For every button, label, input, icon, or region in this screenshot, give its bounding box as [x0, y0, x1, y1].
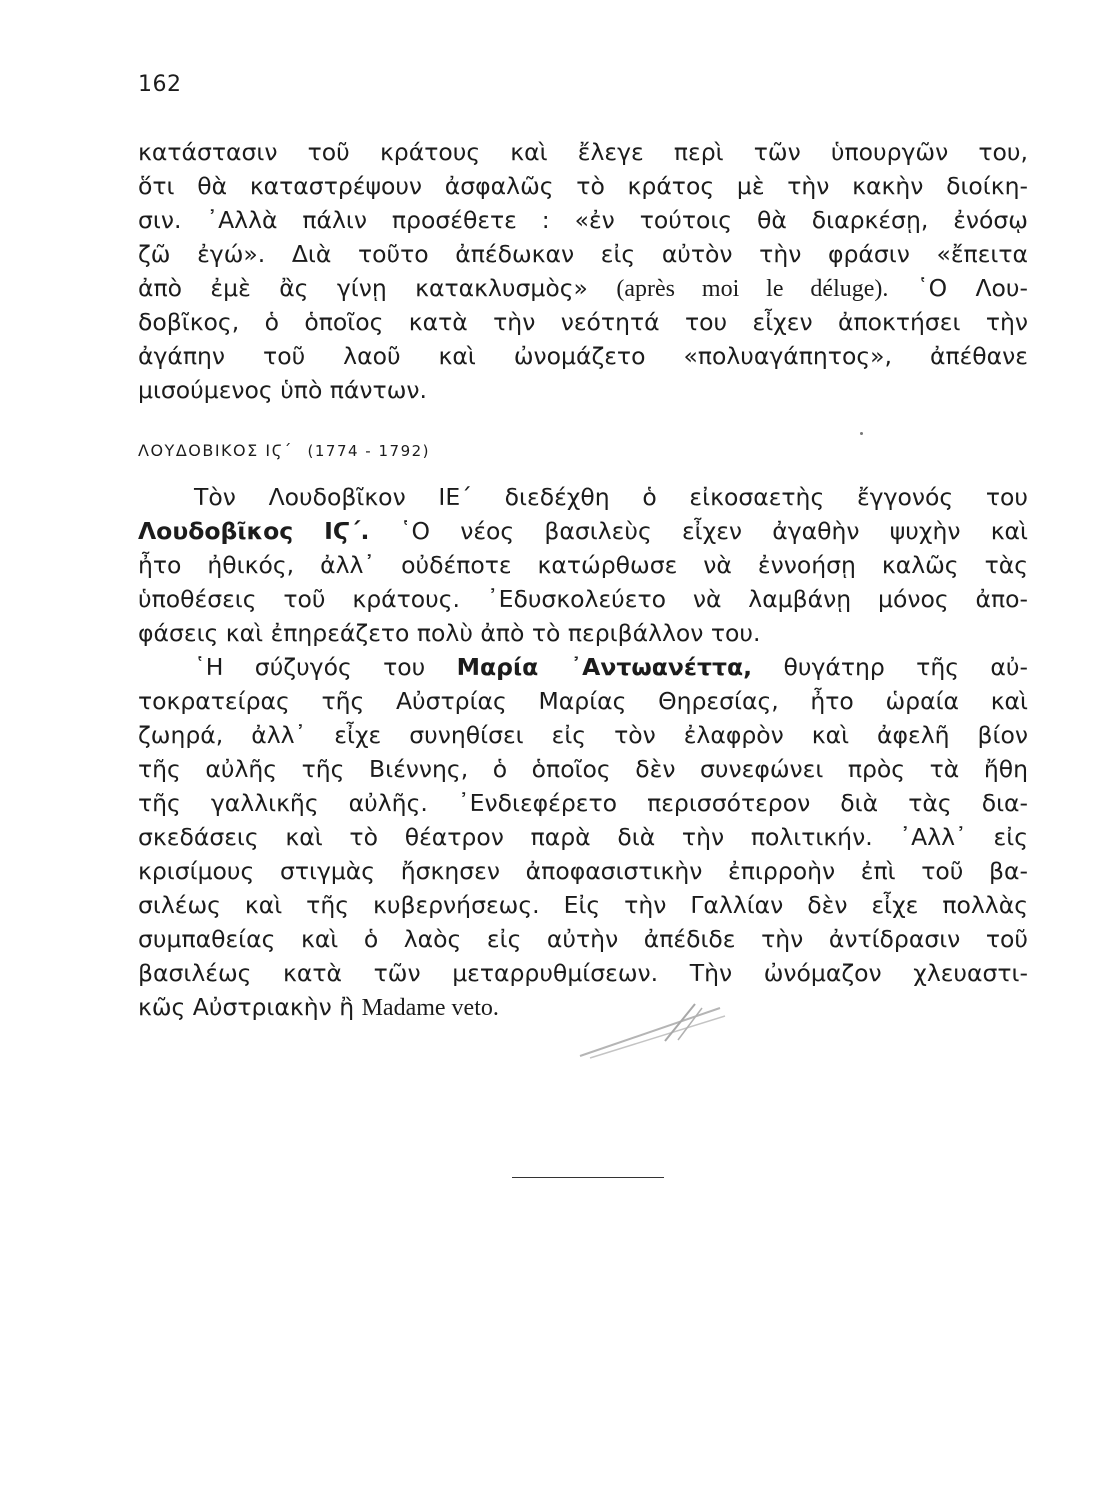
text-line: τῆς γαλλικῆς αὐλῆς. ᾽Ενδιεφέρετο περισσότερον διὰ τὰς δια-: [138, 789, 1028, 817]
text-span: κῶς Αὐστριακὴν ἢ: [138, 993, 355, 1021]
text-line: [138, 516, 1028, 546]
page-number: 162: [138, 72, 182, 97]
text-line: ζωηρά, ἀλλ᾽ εἶχε συνηθίσει εἰς τὸν ἐλαφρὸν καὶ ἀφελῆ βίον: [138, 721, 1028, 749]
text-line: τῆς αὐλῆς τῆς Βιέννης, ὁ ὁποῖος δὲν συνεφώνει πρὸς τὰ ἤθη: [138, 755, 1028, 783]
text-line: συμπαθείας καὶ ὁ λαὸς εἰς αὐτὴν ἀπέδιδε τὴν ἀντίδρασιν τοῦ: [138, 925, 1028, 953]
section-heading: [138, 441, 430, 460]
text-line: σκεδάσεις καὶ τὸ θέατρον παρὰ διὰ τὴν πολιτικήν. ᾽Αλλ᾽ εἰς: [138, 823, 1028, 851]
text-line: ἀγάπην τοῦ λαοῦ καὶ ὠνομάζετο «πολυαγάπητος», ἀπέθανε: [138, 342, 1028, 370]
text-line: τοκρατείρας τῆς Αὐστρίας Μαρίας Θηρεσίας, ἦτο ὡραία καὶ: [138, 687, 1028, 715]
text-line: κατάστασιν τοῦ κράτους καὶ ἔλεγε περὶ τῶν ὑπουργῶν του,: [138, 138, 1028, 166]
end-rule: [512, 1177, 664, 1178]
text-line: ἦτο ἠθικός, ἀλλ᾽ οὐδέποτε κατώρθωσε νὰ ἐννοήσῃ καλῶς τὰς: [138, 551, 1028, 579]
dot-mark: [860, 432, 863, 435]
heading-years: (1774 - 1792): [307, 442, 431, 460]
text-span: ῾Ο Λου-: [916, 274, 1028, 302]
text-span: ῾Η σύζυγός του: [194, 653, 426, 681]
latin-phrase: Madame veto.: [361, 995, 499, 1021]
text-line: σιν. ᾽Αλλὰ πάλιν προσέθετε : «ἐν τούτοις θὰ διαρκέσῃ, ἐνόσῳ: [138, 206, 1028, 234]
text-line: Τὸν Λουδοβῖκον ΙΕ΄ διεδέχθη ὁ εἰκοσαετὴς ἔγγονός του: [194, 483, 1028, 511]
king-name: Λουδοβῖκος ΙϚ΄.: [138, 517, 370, 545]
text-line: ὅτι θὰ καταστρέψουν ἀσφαλῶς τὸ κράτος μὲ τὴν κακὴν διοίκη-: [138, 172, 1028, 200]
pencil-scribble-icon: [570, 996, 730, 1066]
heading-title: ΛΟΥΔΟΒΙΚΟΣ ΙϚ΄: [138, 441, 293, 460]
text-line: φάσεις καὶ ἐπηρεάζετο πολὺ ἀπὸ τὸ περιβάλλον του.: [138, 619, 761, 647]
queen-name: Μαρία ᾽Αντωανέττα,: [456, 653, 753, 681]
text-line: σιλέως καὶ τῆς κυβερνήσεως. Εἰς τὴν Γαλλίαν δὲν εἶχε πολλὰς: [138, 891, 1028, 919]
text-line: δοβῖκος, ὁ ὁποῖος κατὰ τὴν νεότητά του εἶχεν ἀποκτήσει τὴν: [138, 308, 1028, 336]
text-line: [138, 273, 1028, 304]
text-span: ῾Ο νέος βασιλεὺς εἶχεν ἀγαθὴν ψυχὴν καὶ: [399, 517, 1028, 545]
text-line: [138, 652, 1028, 682]
latin-phrase: (après moi le déluge).: [616, 276, 889, 302]
text-line: ὑποθέσεις τοῦ κράτους. ᾽Εδυσκολεύετο νὰ λαμβάνῃ μόνος ἀπο-: [138, 585, 1028, 613]
text-line: ζῶ ἐγώ». Διὰ τοῦτο ἀπέδωκαν εἰς αὐτὸν τὴν φράσιν «ἔπειτα: [138, 240, 1028, 268]
text-span: ἀπὸ ἐμὲ ἂς γίνῃ κατακλυσμὸς»: [138, 274, 588, 302]
text-span: θυγάτηρ τῆς αὐ-: [783, 653, 1028, 681]
text-line: βασιλέως κατὰ τῶν μεταρρυθμίσεων. Τὴν ὠνόμαζον χλευαστι-: [138, 959, 1028, 987]
text-line: μισούμενος ὑπὸ πάντων.: [138, 376, 427, 404]
text-line: κρισίμους στιγμὰς ἤσκησεν ἀποφασιστικὴν ἐπιρροὴν ἐπὶ τοῦ βα-: [138, 857, 1028, 885]
